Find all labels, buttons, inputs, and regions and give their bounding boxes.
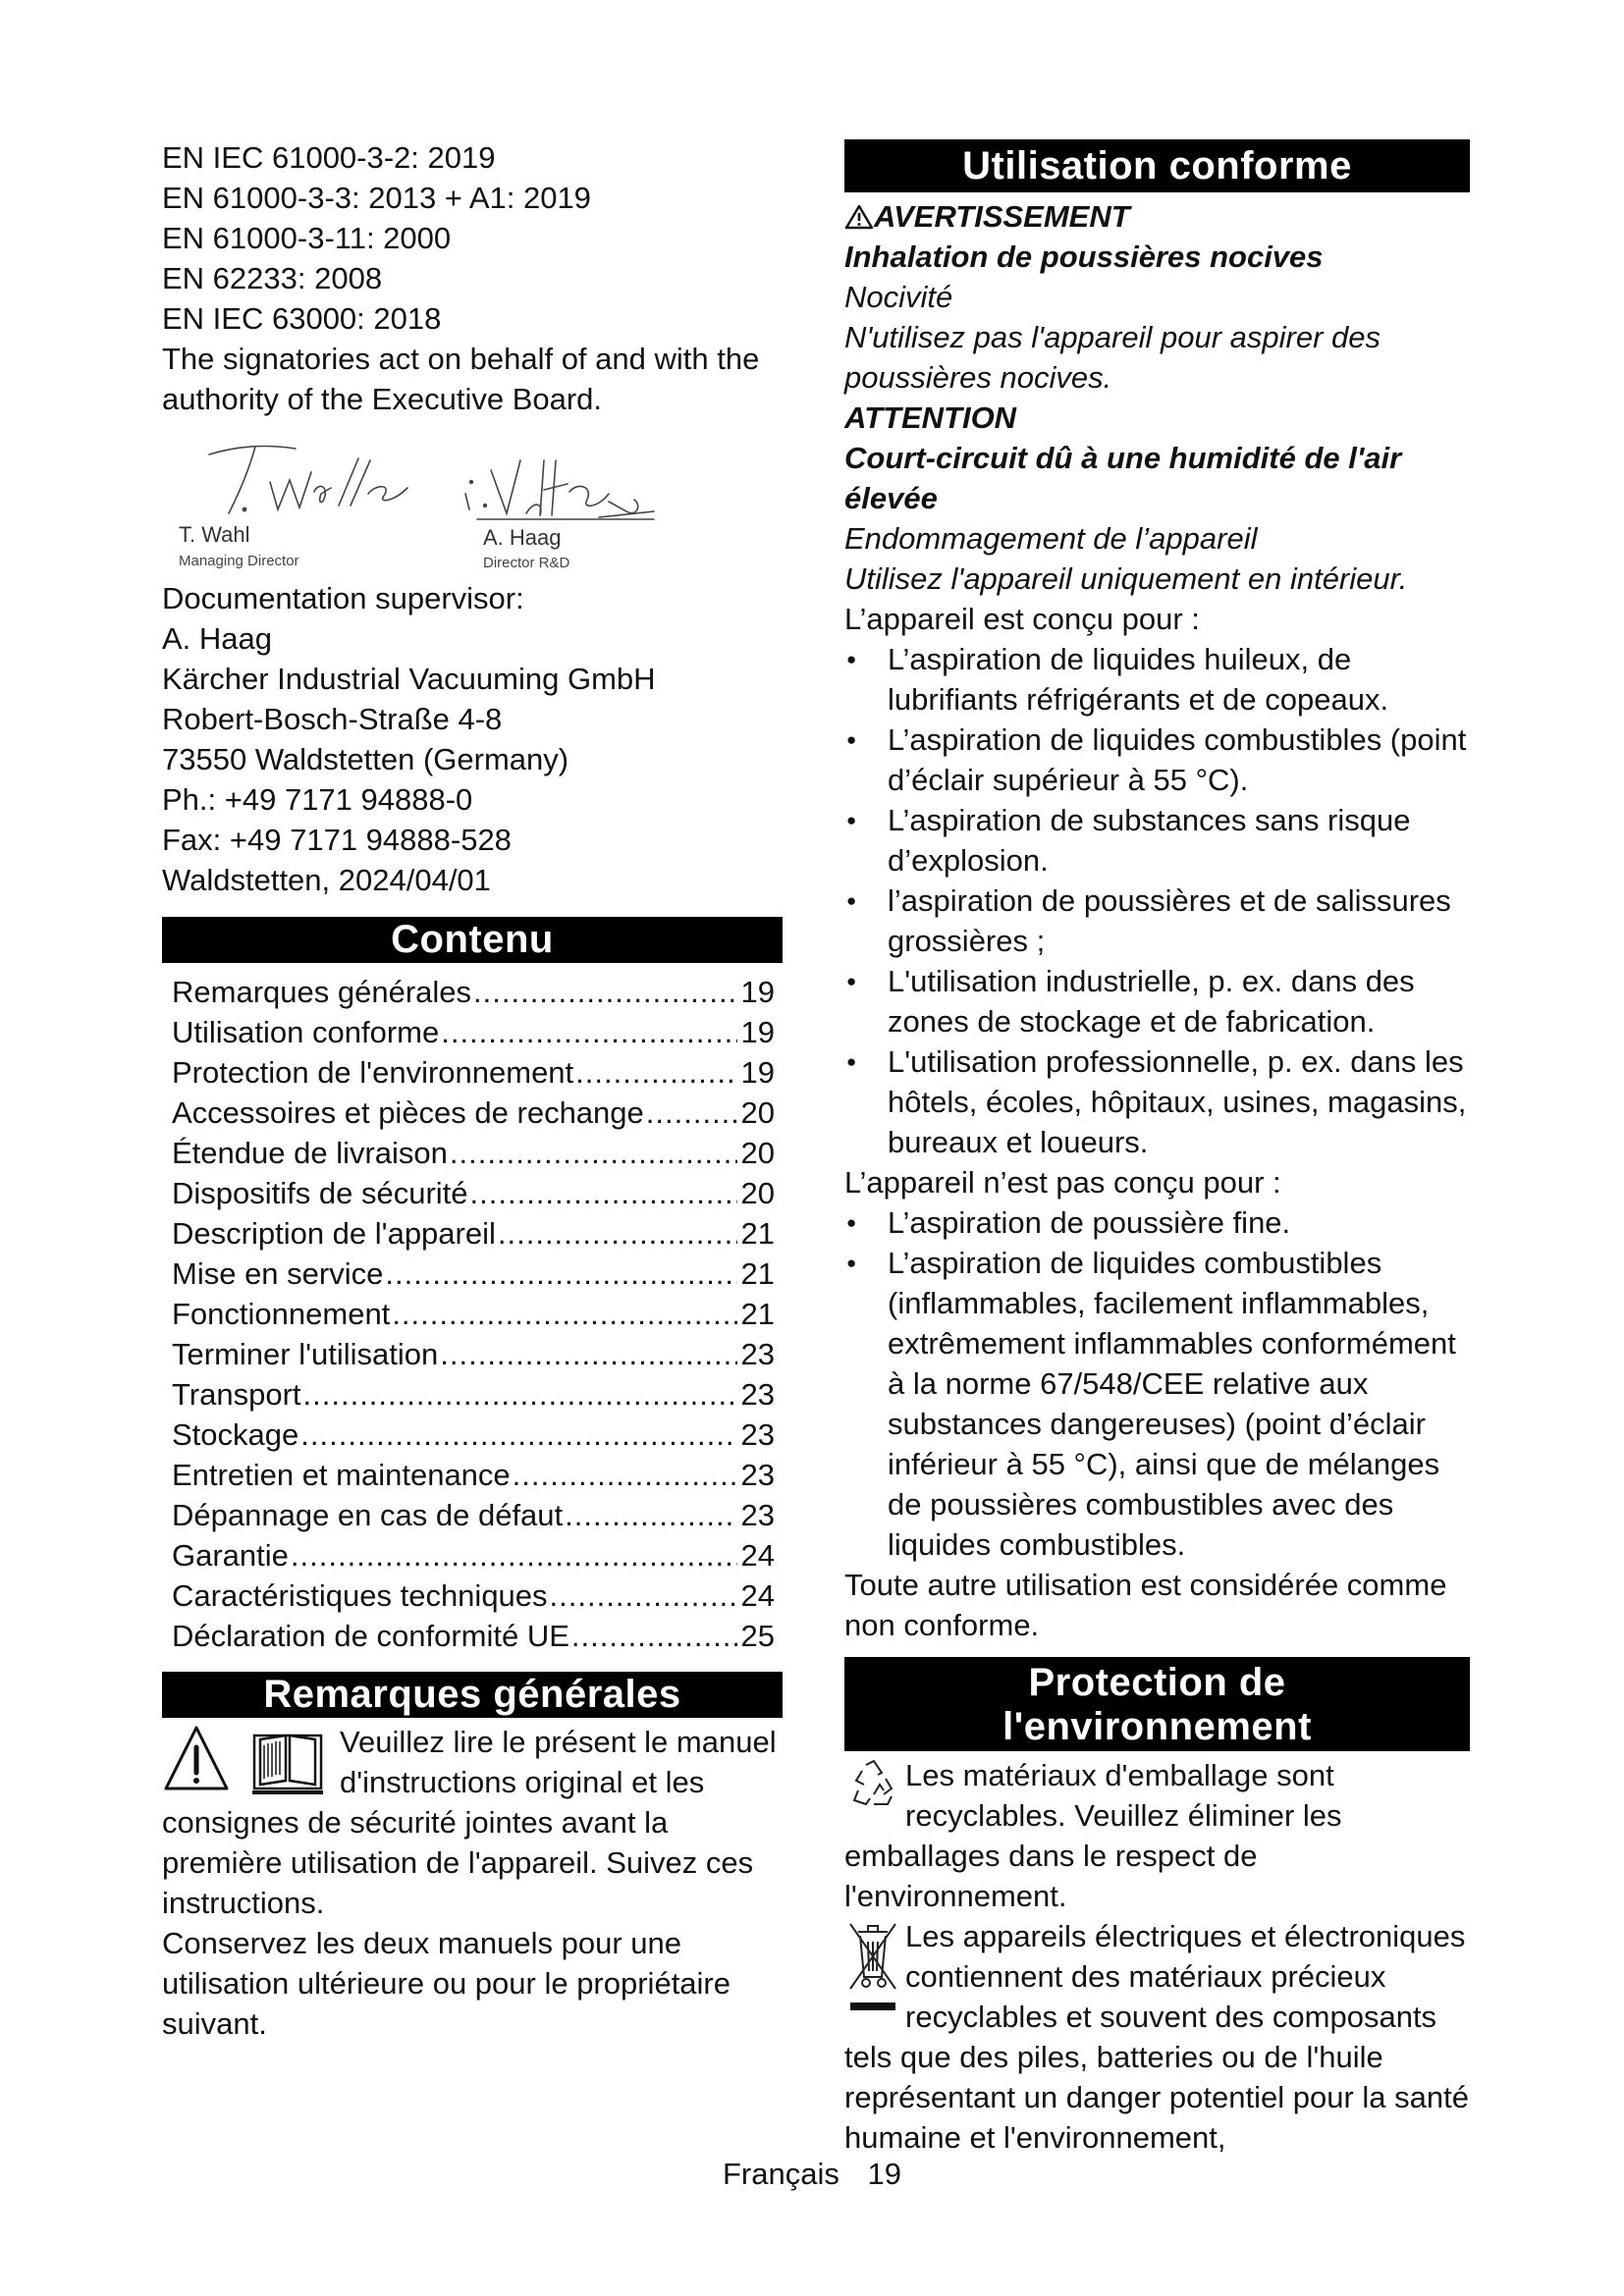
toc-entry[interactable] [172,1213,783,1254]
contact-line: Ph.: +49 7171 94888-0 [162,782,473,817]
manual-book-icon [252,1735,323,1794]
standard-line: EN 61000-3-11: 2000 [162,221,452,255]
toc-page: 21 [740,1216,775,1251]
general-remarks-heading: Remarques générales [162,1672,783,1718]
toc-leader [473,972,737,1012]
standard-line: EN 61000-3-3: 2013 + A1: 2019 [162,181,591,215]
toc-page: 21 [740,1297,775,1331]
signature-block [162,419,783,578]
toc-leader [303,1374,737,1415]
contact-line: Kärcher Industrial Vacuuming GmbH [162,662,656,696]
intended-use-heading: Utilisation conforme [844,139,1470,192]
toc-entry[interactable] [172,1173,783,1213]
warning-triangle-icon [162,1722,334,1802]
warning-triangle-icon [844,204,874,230]
toc-page: 23 [740,1377,775,1412]
toc-leader [440,1334,736,1374]
environment-paragraph-2: Les appareils électriques et électroniques contiennent des matériaux précieux recyclables et souvent des composants tels que des piles, batteries ou de l'huile représentant un danger potentiel pour la santé humaine et l'environnement, [844,1916,1470,2158]
designed-for-list [844,639,1470,1162]
footer-language: Français [723,2157,839,2191]
toc-title: Remarques générales [172,975,472,1009]
environment-heading [844,1657,1470,1751]
toc-page: 25 [740,1619,775,1653]
toc-leader [571,1616,737,1656]
toc-page: 23 [740,1498,775,1532]
not-designed-for-intro: L’appareil n’est pas conçu pour : [844,1165,1281,1200]
recycling-icon [844,1755,905,1824]
toc-leader [385,1254,736,1294]
signatories-text: The signatories act on behalf of and with the authority of the Executive Board. [162,342,760,416]
list-item: ● L’aspiration de liquides combustibles (inflammables, facilement inflammables, extrêmement inflammables conformément à la norme 67/548/CEE relative aux substances dangereuses) (point d’éclair inférieur à 55 °C), ainsi que de mélanges de poussières combustibles avec des liquides combustibles. [844,1243,1470,1565]
toc-page: 19 [740,975,775,1009]
warning-label: AVERTISSEMENT [844,196,1470,237]
toc-leader [392,1294,736,1334]
left-column [162,137,783,2044]
attention-label: ATTENTION [844,400,1017,435]
toc-entry[interactable] [172,1495,783,1535]
toc-page: 21 [740,1256,775,1291]
signature-wahl-name: T. Wahl [179,522,250,547]
toc-title: Fonctionnement [172,1297,391,1331]
toc-leader [550,1575,737,1616]
toc-entry[interactable] [172,1294,783,1334]
list-item: ● L'utilisation industrielle, p. ex. dans des zones de stockage et de fabrication. [844,961,1470,1041]
signature-wahl [201,433,427,521]
toc-title: Protection de l'environnement [172,1055,574,1090]
warning-title: Inhalation de poussières nocives [844,240,1324,274]
toc-leader [575,1052,736,1093]
general-remarks-paragraph-1: Veuillez lire le présent le manuel d'instructions original et les consignes de sécurité jointes avant la première utilisation de l'appareil. Suivez ces instructions. [162,1722,783,1923]
warning-action: N'utilisez pas l'appareil pour aspirer des poussières nocives. [844,320,1380,395]
toc-entry[interactable] [172,1052,783,1093]
contact-line: Robert-Bosch-Straße 4-8 [162,702,503,736]
toc-page: 24 [740,1538,775,1573]
toc-title: Dispositifs de sécurité [172,1176,468,1210]
toc-title: Garantie [172,1538,289,1573]
toc-page: 19 [740,1055,775,1090]
toc-title: Description de l'appareil [172,1216,496,1251]
contents-heading: Contenu [162,917,783,963]
environment-heading-line-2: l'environnement [1002,1705,1312,1748]
toc-leader [470,1173,737,1213]
toc-title: Transport [172,1377,301,1412]
warning-effect: Nocivité [844,280,953,314]
toc-page: 20 [740,1095,775,1130]
toc-page: 23 [740,1417,775,1452]
contact-line: A. Haag [162,621,273,656]
standard-line: EN IEC 63000: 2018 [162,301,442,336]
toc-leader [291,1535,737,1575]
toc-title: Utilisation conforme [172,1015,440,1049]
toc-title: Entretien et maintenance [172,1458,511,1492]
attention-title: Court-circuit dû à une humidité de l'air élevée [844,441,1402,515]
toc-leader [450,1133,737,1173]
list-item: ● L’aspiration de substances sans risque d’explosion. [844,800,1470,881]
signature-haag [461,431,658,524]
toc-leader [646,1093,737,1133]
environment-paragraph-1: Les matériaux d'emballage sont recyclables. Veuillez éliminer les emballages dans le respect de l'environnement. [844,1755,1470,1916]
general-remarks-paragraph-2: Conservez les deux manuels pour une utilisation ultérieure ou pour le propriétaire suivant. [162,1926,731,2041]
toc-entry[interactable] [172,1616,783,1656]
attention-action: Utilisez l'appareil uniquement en intérieur. [844,561,1408,596]
toc-leader [300,1415,736,1455]
contact-line: Fax: +49 7171 94888-528 [162,823,512,857]
warning-and-manual-icons [162,1722,334,1802]
toc-page: 20 [740,1176,775,1210]
toc-entry[interactable] [172,1012,783,1052]
signature-haag-name: A. Haag [483,525,562,550]
standard-line: EN IEC 61000-3-2: 2019 [162,140,496,175]
page-footer [0,2157,1624,2192]
designed-for-intro: L’appareil est conçu pour : [844,602,1200,636]
toc-entry[interactable] [172,972,783,1012]
toc-title: Étendue de livraison [172,1136,448,1170]
toc-title: Accessoires et pièces de rechange [172,1095,644,1130]
toc-entry[interactable] [172,1455,783,1495]
footer-page-number: 19 [867,2157,901,2191]
toc-entry[interactable] [172,1334,783,1374]
contact-line: Waldstetten, 2024/04/01 [162,863,491,897]
list-item: ● l’aspiration de poussières et de salissures grossières ; [844,881,1470,961]
contact-line: 73550 Waldstetten (Germany) [162,742,569,776]
toc-page: 19 [740,1015,775,1049]
right-column [844,137,1470,2158]
signature-haag-role: Director R&D [483,555,570,571]
crossed-out-bin-icon [844,1916,905,2030]
standard-line: EN 62233: 2008 [162,261,383,295]
toc-entry[interactable] [172,1575,783,1616]
toc-page: 24 [740,1578,775,1613]
list-item: ● L’aspiration de poussière fine. [844,1202,1470,1243]
standards-list [162,137,783,339]
list-item: ● L'utilisation professionnelle, p. ex. dans les hôtels, écoles, hôpitaux, usines, magasins, bureaux et loueurs. [844,1041,1470,1162]
toc-page: 23 [740,1337,775,1371]
toc-leader [498,1213,737,1254]
toc-title: Caractéristiques techniques [172,1578,548,1613]
toc-leader [441,1012,736,1052]
toc-title: Stockage [172,1417,299,1452]
signature-wahl-role: Managing Director [179,553,299,569]
toc-entry[interactable] [172,1374,783,1415]
list-item: ● L’aspiration de liquides combustibles (point d’éclair supérieur à 55 °C). [844,720,1470,800]
toc-entry[interactable] [172,1415,783,1455]
other-use-note: Toute autre utilisation est considérée comme non conforme. [844,1568,1447,1642]
toc-entry[interactable] [172,1535,783,1575]
toc-title: Terminer l'utilisation [172,1337,439,1371]
toc-entry[interactable] [172,1133,783,1173]
toc-entry[interactable] [172,1093,783,1133]
documentation-contact [162,578,783,900]
toc-leader [513,1455,737,1495]
contact-line: Documentation supervisor: [162,581,524,615]
toc-title: Dépannage en cas de défaut [172,1498,564,1532]
environment-heading-line-1: Protection de [1028,1661,1286,1704]
list-item: ● L’aspiration de liquides huileux, de lubrifiants réfrigérants et de copeaux. [844,639,1470,720]
toc-title: Mise en service [172,1256,384,1291]
toc-page: 23 [740,1458,775,1492]
toc-title: Déclaration de conformité UE [172,1619,569,1653]
attention-effect: Endommagement de l’appareil [844,521,1258,556]
not-designed-for-list [844,1202,1470,1565]
toc-leader [565,1495,736,1535]
table-of-contents [162,972,783,1656]
toc-entry[interactable] [172,1254,783,1294]
toc-page: 20 [740,1136,775,1170]
